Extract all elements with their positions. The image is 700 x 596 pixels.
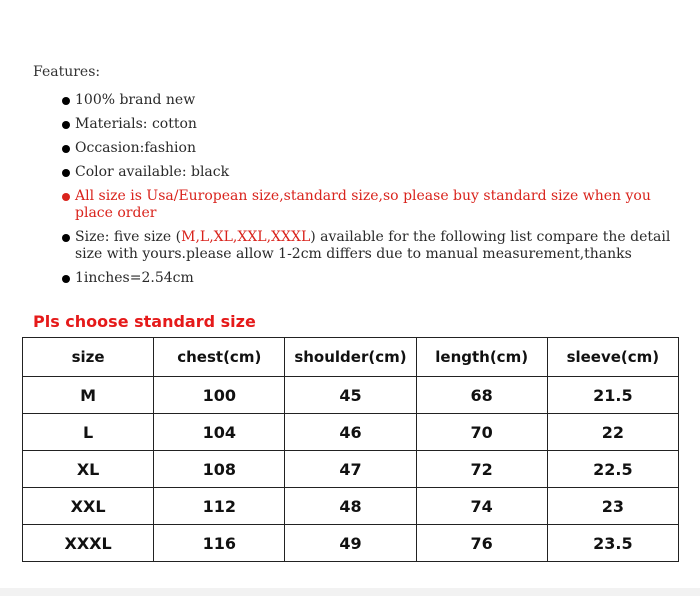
cell-length: 76 <box>416 525 547 562</box>
cell-shoulder: 47 <box>285 451 416 488</box>
size-chart-table <box>22 337 679 562</box>
bullet-icon <box>62 145 70 153</box>
feature-item-brand-new <box>62 92 682 109</box>
feature-item-inch-conversion <box>62 270 682 287</box>
feature-text-suffix: ) available for the following list compare the detail size with yours.please allow 1-2cm differs due to manual measurement,thanks <box>75 229 671 262</box>
cell-length: 74 <box>416 488 547 525</box>
cell-shoulder: 45 <box>285 377 416 414</box>
cell-sleeve: 22 <box>547 414 678 451</box>
column-header-chest: chest(cm) <box>154 338 285 377</box>
table-row <box>23 525 679 562</box>
cell-sleeve: 23 <box>547 488 678 525</box>
cell-sleeve: 21.5 <box>547 377 678 414</box>
column-header-sleeve: sleeve(cm) <box>547 338 678 377</box>
feature-text: Color available: black <box>75 164 230 180</box>
cell-chest: 100 <box>154 377 285 414</box>
cell-size: XXL <box>23 488 154 525</box>
feature-list <box>62 92 682 294</box>
standard-size-heading: Pls choose standard size <box>33 312 256 331</box>
table-header-row <box>23 338 679 377</box>
cell-size: M <box>23 377 154 414</box>
cell-length: 70 <box>416 414 547 451</box>
feature-text: All size is Usa/European size,standard size,so please buy standard size when you place order <box>75 188 651 221</box>
table-row <box>23 414 679 451</box>
cell-shoulder: 46 <box>285 414 416 451</box>
cell-size: XXXL <box>23 525 154 562</box>
column-header-shoulder: shoulder(cm) <box>285 338 416 377</box>
feature-text: Occasion:fashion <box>75 140 196 156</box>
column-header-length: length(cm) <box>416 338 547 377</box>
cell-length: 72 <box>416 451 547 488</box>
feature-item-standard-size-notice <box>62 188 682 222</box>
table-row <box>23 451 679 488</box>
table-row <box>23 488 679 525</box>
feature-item-color <box>62 164 682 181</box>
bottom-divider <box>0 588 700 596</box>
size-list-highlight: M,L,XL,XXL,XXXL <box>181 229 311 245</box>
feature-text: 1inches=2.54cm <box>75 270 194 286</box>
feature-text: Materials: cotton <box>75 116 197 132</box>
feature-item-occasion <box>62 140 682 157</box>
cell-sleeve: 23.5 <box>547 525 678 562</box>
bullet-icon <box>62 234 70 242</box>
cell-size: XL <box>23 451 154 488</box>
cell-chest: 112 <box>154 488 285 525</box>
column-header-size: size <box>23 338 154 377</box>
cell-size: L <box>23 414 154 451</box>
feature-item-materials <box>62 116 682 133</box>
features-title: Features: <box>33 64 101 80</box>
feature-text-prefix: Size: five size ( <box>75 229 182 245</box>
feature-item-size-info <box>62 229 682 263</box>
cell-shoulder: 49 <box>285 525 416 562</box>
cell-length: 68 <box>416 377 547 414</box>
bullet-icon <box>62 193 70 201</box>
feature-text: 100% brand new <box>75 92 196 108</box>
bullet-icon <box>62 169 70 177</box>
cell-chest: 108 <box>154 451 285 488</box>
table-row <box>23 377 679 414</box>
bullet-icon <box>62 275 70 283</box>
cell-chest: 104 <box>154 414 285 451</box>
bullet-icon <box>62 97 70 105</box>
bullet-icon <box>62 121 70 129</box>
cell-chest: 116 <box>154 525 285 562</box>
cell-shoulder: 48 <box>285 488 416 525</box>
cell-sleeve: 22.5 <box>547 451 678 488</box>
